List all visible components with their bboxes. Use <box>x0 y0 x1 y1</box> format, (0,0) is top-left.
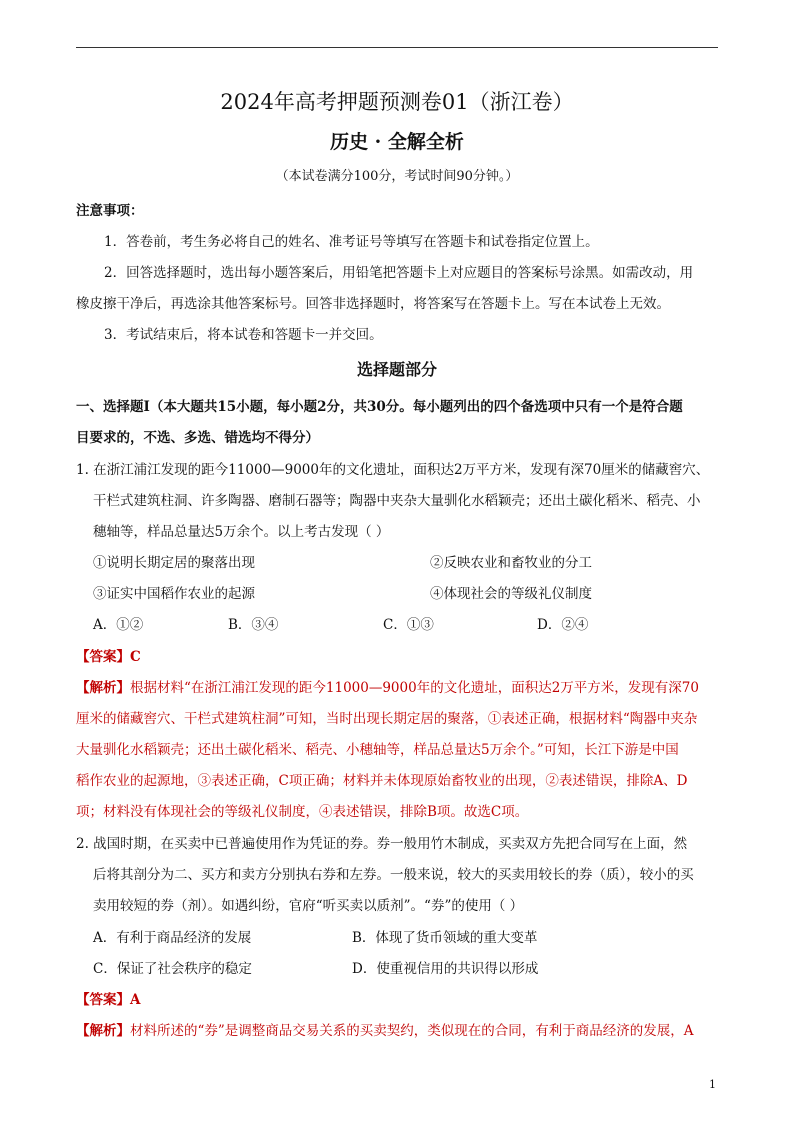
answer-value: C <box>130 649 141 665</box>
exam-note: （本试卷满分100分，考试时间90分钟。） <box>275 169 519 184</box>
notice-item: 2．回答选择题时，选出每小题答案后，用铅笔把答题卡上对应题目的答案标号涂黑。如需改动，用 <box>104 265 694 281</box>
part-instruction: 一、选择题Ⅰ（本大题共15小题，每小题2分，共30分。每小题列出的四个备选项中只有一个是符合题 <box>76 399 683 415</box>
answer-line <box>76 645 141 665</box>
analysis-tag: 【解析】 <box>76 1023 130 1039</box>
statement: ④体现社会的等级礼仪制度 <box>430 586 592 602</box>
notice-item: 3．考试结束后，将本试卷和答题卡一并交回。 <box>104 327 383 343</box>
paper-title: 2024年高考押题预测卷01（浙江卷） <box>220 90 574 114</box>
answer-tag: 【答案】 <box>76 649 130 665</box>
analysis-text: 稻作农业的起源地，③表述正确，C项正确；材料并未体现原始畜牧业的出现，②表述错误，排除A、D <box>76 773 688 789</box>
analysis-line <box>76 1019 694 1039</box>
statement: ②反映农业和畜牧业的分工 <box>430 555 592 571</box>
statement: ①说明长期定居的聚落出现 <box>93 555 255 571</box>
question-stem: 后将其剖分为二、买方和卖方分别执右券和左券。一般来说，较大的买卖用较长的券（质），较小的买 <box>93 867 694 883</box>
option: A．有利于商品经济的发展 <box>93 930 252 946</box>
question-stem: 2. 战国时期，在买卖中已普遍使用作为凭证的券。券一般用竹木制成，买卖双方先把合同写在上面，然 <box>76 836 688 852</box>
option: C．保证了社会秩序的稳定 <box>93 961 252 977</box>
question-stem: 穗轴等，样品总量达5万余个。以上考古发现（ ） <box>93 524 390 540</box>
option: D．使重视信用的共识得以形成 <box>352 961 539 977</box>
answer-tag: 【答案】 <box>76 992 130 1008</box>
option: B．体现了货币领域的重大变革 <box>352 930 538 946</box>
analysis-text: 项；材料没有体现社会的等级礼仪制度，④表述错误，排除B项。故选C项。 <box>76 804 529 820</box>
option: A．①② <box>93 617 144 633</box>
page-number: 1 <box>709 1078 716 1091</box>
notice-item: 1．答卷前，考生务必将自己的姓名、准考证号等填写在答题卡和试卷指定位置上。 <box>104 234 599 250</box>
analysis-text: 大量驯化水稻颖壳；还出土碳化稻米、稻壳、小穗轴等，样品总量达5万余个。”可知，长江下游是中国 <box>76 742 679 758</box>
statement: ③证实中国稻作农业的起源 <box>93 586 255 602</box>
paper-subtitle: 历史 · 全解全析 <box>330 131 464 153</box>
notice-item: 橡皮擦干净后，再选涂其他答案标号。回答非选择题时，将答案写在答题卡上。写在本试卷上无效。 <box>76 296 670 312</box>
analysis-text: 厘米的储藏窖穴、干栏式建筑柱洞”可知，当时出现长期定居的聚落，①表述正确，根据材料“陶器中夹杂 <box>76 711 698 727</box>
notice-heading: 注意事项： <box>76 203 144 219</box>
option: C．①③ <box>383 617 434 633</box>
answer-value: A <box>130 992 141 1008</box>
analysis-tag: 【解析】 <box>76 680 130 696</box>
section-title: 选择题部分 <box>356 360 437 379</box>
option: D．②④ <box>537 617 589 633</box>
header-rule <box>76 47 718 48</box>
analysis-text: 根据材料“在浙江浦江发现的距今11000—9000年的文化遗址，面积达2万平方米，发现有深70 <box>130 680 699 696</box>
question-stem: 干栏式建筑柱洞、许多陶器、磨制石器等；陶器中夹杂大量驯化水稻颖壳；还出土碳化稻米、稻壳、小 <box>93 493 701 509</box>
question-stem: 1. 在浙江浦江发现的距今11000—9000年的文化遗址，面积达2万平方米，发现有深70厘米的储藏窖穴、 <box>76 462 710 478</box>
question-stem: 卖用较短的券（剂）。如遇纠纷，官府“听买卖以质剂”。“券”的使用（ ） <box>93 898 524 914</box>
part-instruction: 目要求的，不选、多选、错选均不得分） <box>76 430 319 446</box>
option: B．③④ <box>228 617 279 633</box>
answer-line <box>76 988 140 1008</box>
analysis-text: 材料所述的“券”是调整商品交易关系的买卖契约，类似现在的合同，有利于商品经济的发展，A <box>130 1023 694 1039</box>
analysis-line <box>76 676 699 696</box>
